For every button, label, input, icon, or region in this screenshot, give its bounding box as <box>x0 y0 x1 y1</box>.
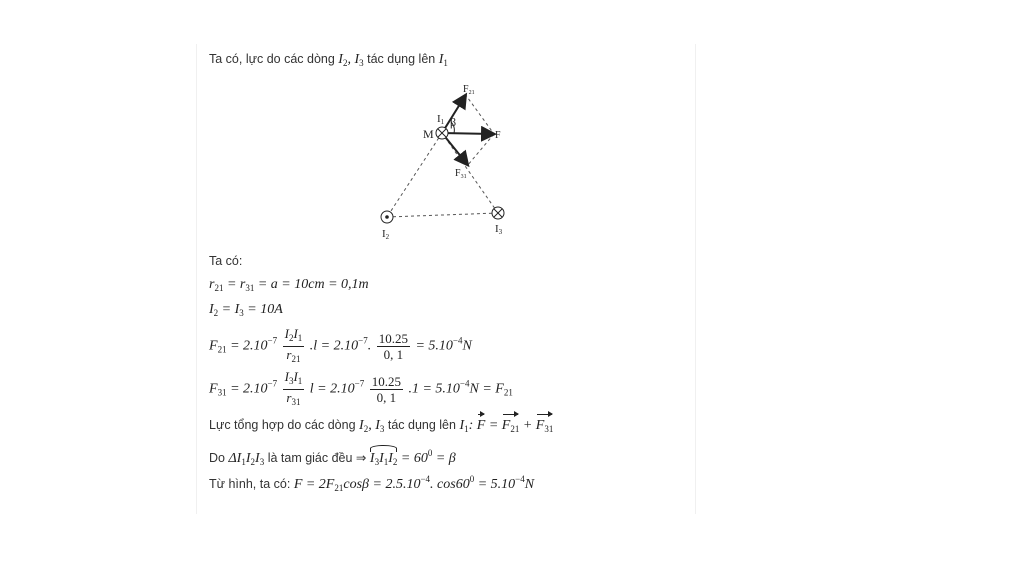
result-line: Từ hình, ta có: $F = 2F_{21}\cos\beta = 2.5.10^{-4}$. $\cos 60^0 = 5.10^{-4}N$ <box>209 474 535 493</box>
triangle-sides <box>387 94 498 217</box>
label-i3: I3 <box>495 223 503 236</box>
do-tail: là tam giác đều ⇒ <box>267 451 367 465</box>
eq-i: $I_2 = I_3 = 10A$ <box>209 302 283 318</box>
label-f21: $F_{21}$ <box>463 84 475 96</box>
f-arrow <box>442 133 493 134</box>
force-diagram <box>367 82 517 242</box>
answer-card <box>196 44 696 514</box>
i3-symbol <box>492 207 504 219</box>
tu-hinh-text: Từ hình, ta có: <box>209 477 291 491</box>
intro-line: Ta có, lực do các dòng $I_2$, $I_3$ tác dụng lên $I_1$ <box>209 52 448 68</box>
taco-label: Ta có: <box>209 254 243 268</box>
label-i2: I2 <box>382 228 390 241</box>
label-m: M <box>423 127 434 141</box>
intro-tail: tác dụng lên <box>367 52 436 66</box>
label-f: F <box>495 130 501 141</box>
equilateral-line: Do $\Delta I_1I_2I_3$ là tam giác đều ⇒ $I_3I_1I_2 = 60^0 = \beta$ <box>209 448 456 467</box>
eq-f21: $F_{21} = 2.10^{-7}$ $\frac{I_2I_1}{r_{21}}$ $.l = 2.10^{-7}$. $\frac{10.25}{0, 1}$ = $5.10^{-4}N$ <box>209 326 472 364</box>
do-text: Do <box>209 451 225 465</box>
label-i1: I1 <box>437 113 445 126</box>
eq-f31: $F_{31} = 2.10^{-7}$ $\frac{I_3I_1}{r_{31}}$ $l = 2.10^{-7}$ $\frac{10.25}{0, 1}$ $.1 = 5.10^{-4}N = F_{21}$ <box>209 369 513 407</box>
total-force-text: Lực tổng hợp do các dòng <box>209 418 356 432</box>
total-force-tail: tác dụng lên <box>387 418 456 432</box>
label-beta: β <box>450 115 457 129</box>
label-f31: $F_{31}$ <box>455 168 467 180</box>
i2-symbol <box>381 211 393 223</box>
intro-text: Ta có, lực do các dòng <box>209 52 335 66</box>
total-force-line: Lực tổng hợp do các dòng $I_2$, $I_3$ tác dụng lên $I_1$: $F = F_{21} + F_{31}$ <box>209 418 554 434</box>
eq-r: $r_{21} = r_{31} = a = 10cm = 0,1m$ <box>209 277 369 293</box>
i1-symbol <box>436 127 448 139</box>
